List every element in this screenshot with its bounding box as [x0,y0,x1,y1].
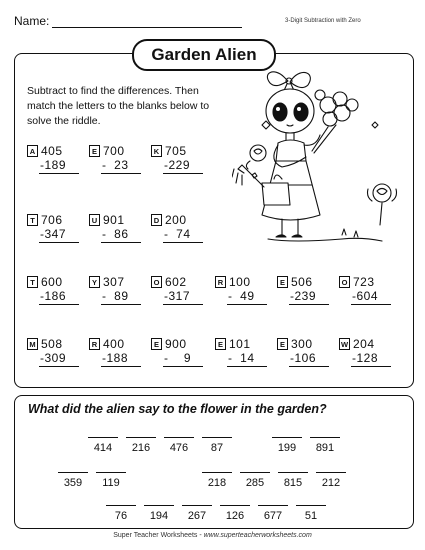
subtraction-problem [215,337,275,367]
blank-number: 216 [131,442,151,454]
minuend: 307 [103,275,125,289]
letter-box: E [151,338,162,350]
blank-number: 815 [283,477,303,489]
blank-line[interactable] [202,472,232,473]
worksheet-title: Garden Alien [132,39,276,71]
blank-line[interactable] [258,505,288,506]
answer-line[interactable] [163,242,203,243]
minuend: 200 [165,213,187,227]
subtrahend: -229 [164,158,191,172]
footer-link[interactable]: www.superteacherworksheets.com [203,532,312,539]
subtraction-problem [277,337,337,367]
blank-number: 51 [304,510,318,522]
blank-line[interactable] [202,437,232,438]
subtrahend: - 9 [164,351,192,365]
minuend: 901 [103,213,125,227]
answer-line[interactable] [39,173,79,174]
blank-line[interactable] [310,437,340,438]
blank-number: 199 [277,442,297,454]
blank-number: 212 [321,477,341,489]
subtrahend: - 74 [164,227,191,241]
letter-box: D [151,214,162,226]
blank-line[interactable] [278,472,308,473]
riddle-blank[interactable] [220,505,250,522]
subtraction-problem [27,144,87,174]
answer-line[interactable] [289,304,329,305]
minuend: 400 [103,337,125,351]
letter-box: K [151,145,162,157]
blank-line[interactable] [106,505,136,506]
blank-number: 285 [245,477,265,489]
subtrahend: - 89 [102,289,129,303]
letter-box: E [89,145,100,157]
blank-number: 267 [187,510,207,522]
answer-line[interactable] [351,304,391,305]
blank-number: 677 [263,510,283,522]
letter-box: Y [89,276,100,288]
blank-number: 414 [93,442,113,454]
letter-box: R [89,338,100,350]
riddle-blank[interactable] [182,505,212,522]
riddle-blank[interactable] [310,437,340,454]
minuend: 705 [165,144,187,158]
subtraction-problem [89,337,149,367]
blank-line[interactable] [144,505,174,506]
subtrahend: - 23 [102,158,129,172]
subtraction-problem [215,275,275,305]
subtrahend: -347 [40,227,67,241]
subtraction-problem [151,275,211,305]
riddle-blank[interactable] [278,472,308,489]
blank-line[interactable] [96,472,126,473]
answer-line[interactable] [163,304,203,305]
subtraction-problem [89,275,149,305]
blank-number: 218 [207,477,227,489]
letter-box: A [27,145,38,157]
footer [0,532,425,539]
blank-line[interactable] [58,472,88,473]
riddle-blank[interactable] [240,472,270,489]
answer-line[interactable] [163,366,203,367]
riddle-blank[interactable] [258,505,288,522]
answer-line[interactable] [351,366,391,367]
garden-alien-illustration [232,65,412,245]
letter-box: T [27,276,38,288]
answer-line[interactable] [39,304,79,305]
subtraction-problem [151,213,211,243]
minuend: 506 [291,275,313,289]
subtrahend: -128 [352,351,379,365]
subtrahend: - 86 [102,227,129,241]
blank-line[interactable] [126,437,156,438]
answer-line[interactable] [101,304,141,305]
subtraction-problem [27,275,87,305]
subtrahend: -317 [164,289,191,303]
blank-number: 119 [102,477,120,489]
minuend: 602 [165,275,187,289]
answer-line[interactable] [39,366,79,367]
blank-number: 126 [225,510,245,522]
answer-line[interactable] [227,366,267,367]
minuend: 706 [41,213,63,227]
letter-box: M [27,338,38,350]
instructions-text: Subtract to find the differences. Then match the letters to the blanks below to solve the riddle. [27,85,210,127]
minuend: 600 [41,275,63,289]
riddle-blank[interactable] [144,505,174,522]
worksheet-subtitle: 3-Digit Subtraction with Zero [285,18,361,24]
blank-number: 87 [210,442,224,454]
blank-line[interactable] [164,437,194,438]
blank-number: 891 [315,442,335,454]
riddle-blank[interactable] [316,472,346,489]
letter-box: O [339,276,350,288]
answer-line[interactable] [101,173,141,174]
subtraction-problem [89,213,149,243]
blank-number: 76 [114,510,128,522]
blank-number: 476 [169,442,189,454]
riddle-question: What did the alien say to the flower in the garden? [28,402,327,416]
blank-line[interactable] [296,505,326,506]
footer-text: Super Teacher Worksheets - [113,532,204,539]
letter-box: U [89,214,100,226]
minuend: 101 [229,337,251,351]
letter-box: T [27,214,38,226]
minuend: 300 [291,337,313,351]
riddle-blank[interactable] [88,437,118,454]
subtrahend: - 49 [228,289,255,303]
subtraction-problem [151,337,211,367]
answer-line[interactable] [163,173,203,174]
answer-line[interactable] [289,366,329,367]
letter-box: R [215,276,226,288]
subtraction-problem [151,144,211,174]
letter-box: E [277,276,288,288]
riddle-blank[interactable] [202,437,232,454]
name-field-line[interactable] [52,27,242,28]
blank-line[interactable] [240,472,270,473]
riddle-blank[interactable] [164,437,194,454]
letter-box: E [215,338,226,350]
answer-line[interactable] [39,242,79,243]
subtraction-problem [27,337,87,367]
minuend: 508 [41,337,63,351]
subtrahend: -309 [40,351,67,365]
answer-line[interactable] [227,304,267,305]
riddle-blank[interactable] [272,437,302,454]
subtrahend: -106 [290,351,317,365]
subtrahend: -188 [102,351,129,365]
answer-line[interactable] [101,242,141,243]
subtraction-problem [277,275,337,305]
subtrahend: -239 [290,289,317,303]
subtraction-problem [339,275,399,305]
minuend: 100 [229,275,251,289]
letter-box: W [340,339,349,349]
blank-line[interactable] [220,505,250,506]
minuend: 723 [353,275,375,289]
blank-line[interactable] [316,472,346,473]
name-label: Name: [14,14,50,28]
blank-line[interactable] [88,437,118,438]
blank-number: 194 [149,510,169,522]
minuend: 700 [103,144,125,158]
letter-box: O [151,276,162,288]
riddle-blank[interactable] [96,472,126,489]
blank-number: 359 [63,477,83,489]
blank-line[interactable] [272,437,302,438]
subtraction-problem [339,337,399,367]
letter-box: E [277,338,288,350]
minuend: 900 [165,337,187,351]
riddle-blank[interactable] [126,437,156,454]
subtrahend: -604 [352,289,379,303]
minuend: 405 [41,144,63,158]
subtrahend: -186 [40,289,67,303]
riddle-blank[interactable] [296,505,326,522]
riddle-blank[interactable] [202,472,232,489]
subtrahend: - 14 [228,351,255,365]
subtrahend: -189 [40,158,67,172]
subtraction-problem [27,213,87,243]
blank-line[interactable] [182,505,212,506]
riddle-blank[interactable] [106,505,136,522]
subtraction-problem [89,144,149,174]
minuend: 204 [353,337,375,351]
riddle-blank[interactable] [58,472,88,489]
answer-line[interactable] [101,366,141,367]
